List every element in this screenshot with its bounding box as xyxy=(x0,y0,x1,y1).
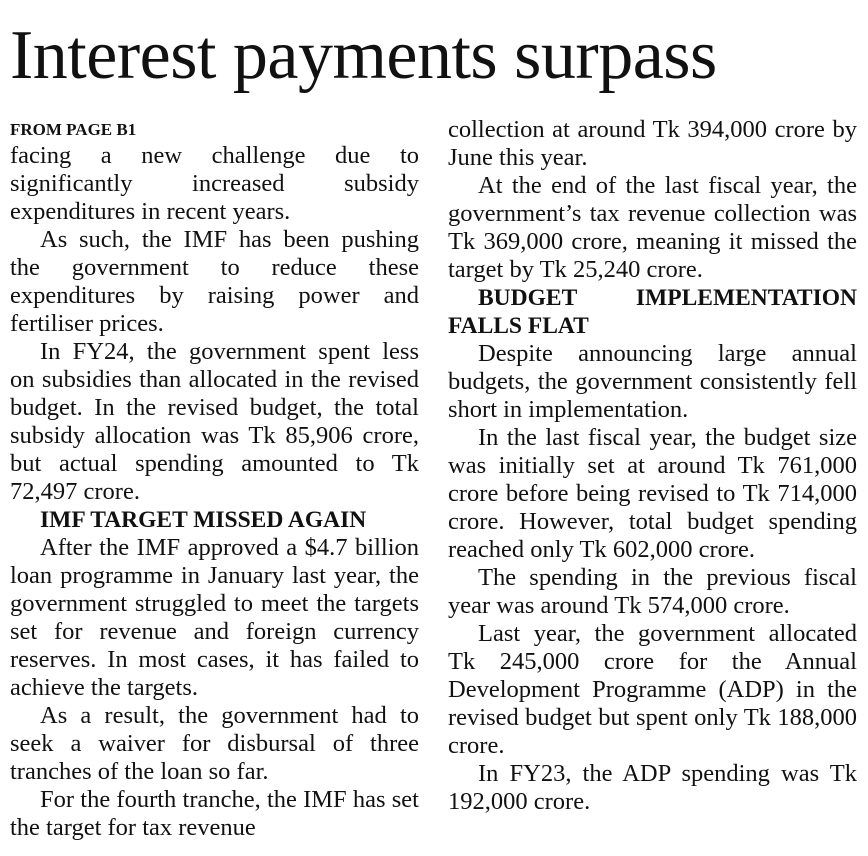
article-paragraph: Despite announcing large annual budgets, the government consistently fell short in implementation. xyxy=(448,340,857,423)
article-paragraph: In FY23, the ADP spending was Tk 192,000 crore. xyxy=(448,760,857,815)
article-paragraph: As a result, the government had to seek a waiver for disbursal of three tranches of the loan so far. xyxy=(10,702,419,785)
article-paragraph: As such, the IMF has been pushing the government to reduce these expenditures by raising power and fertiliser prices. xyxy=(10,226,419,337)
section-subhead: IMF TARGET MISSED AGAIN xyxy=(40,507,367,533)
article-paragraph: After the IMF approved a $4.7 billion loan programme in January last year, the government struggled to meet the targets set for revenue and foreign currency reserves. In most cases, it has failed to achieve the targets. xyxy=(10,534,419,701)
article-column-right xyxy=(448,116,857,816)
article-paragraph: collection at around Tk 394,000 crore by June this year. xyxy=(448,116,857,171)
article-paragraph: At the end of the last fiscal year, the government’s tax revenue collection was Tk 369,000 crore, meaning it missed the target by Tk 25,240 crore. xyxy=(448,172,857,283)
article-paragraph: For the fourth tranche, the IMF has set the target for tax revenue xyxy=(10,786,419,841)
article-paragraph: Last year, the government allocated Tk 245,000 crore for the Annual Development Programme (ADP) in the revised budget but spent only Tk 188,000 crore. xyxy=(448,620,857,759)
article-column-left xyxy=(10,116,419,842)
article-paragraph: In FY24, the government spent less on subsidies than allocated in the revised budget. In the revised budget, the total subsidy allocation was Tk 85,906 crore, but actual spending amounted to Tk 72,497 crore. xyxy=(10,338,419,505)
continuation-kicker: FROM PAGE B1 xyxy=(10,120,137,139)
article-paragraph: facing a new challenge due to significantly increased subsidy expenditures in recent years. xyxy=(10,142,419,225)
article-paragraph: In the last fiscal year, the budget size was initially set at around Tk 761,000 crore before being revised to Tk 714,000 crore. However, total budget spending reached only Tk 602,000 crore. xyxy=(448,424,857,563)
section-subhead: BUDGET IMPLEMENTATION FALLS FLAT xyxy=(448,285,857,339)
article-headline: Interest payments surpass xyxy=(10,17,717,94)
article-paragraph: The spending in the previous fiscal year was around Tk 574,000 crore. xyxy=(448,564,857,619)
